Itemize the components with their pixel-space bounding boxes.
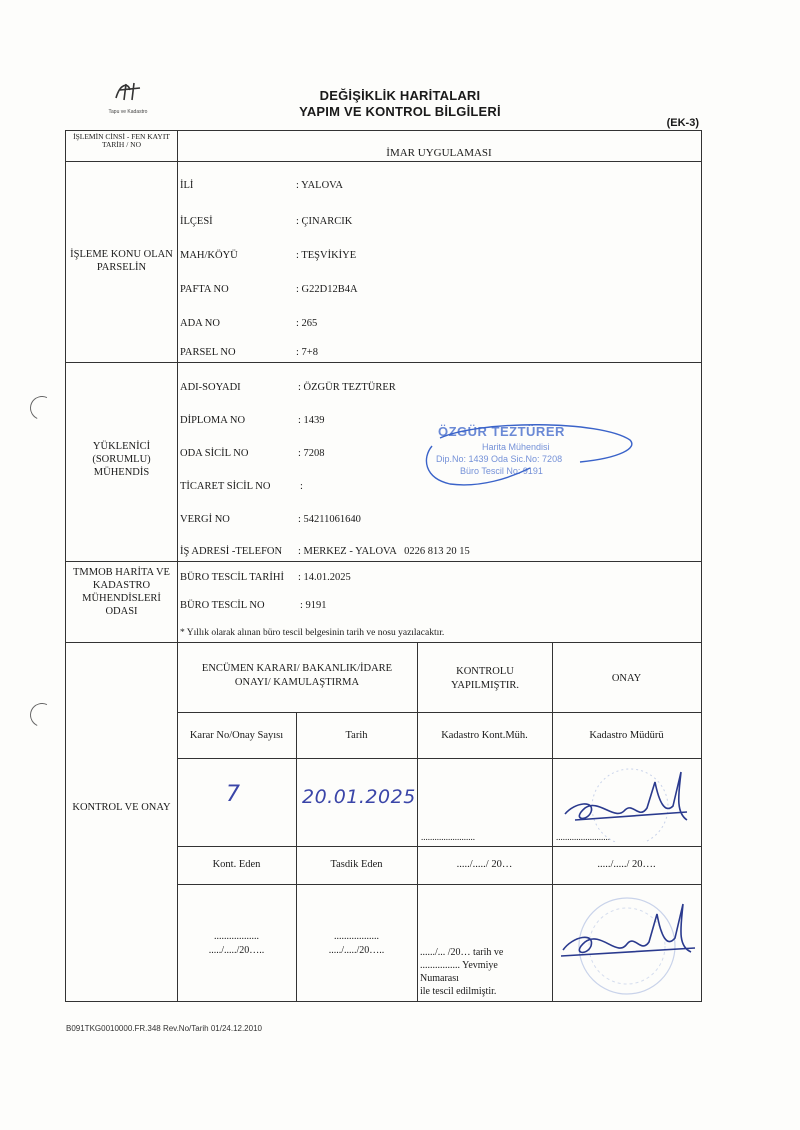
islem-cinsi-value: İMAR UYGULAMASI [386, 147, 492, 159]
stamp-line2: Büro Tescil No: 9191 [460, 466, 543, 476]
tasdik-eden-sign-line: .................. [334, 931, 379, 942]
control-section-label: KONTROL VE ONAY [72, 802, 171, 813]
field-vergi-value: : 54211061640 [298, 514, 361, 525]
field-buro-no-value: : 9191 [300, 600, 327, 611]
engineer-section-label: YÜKLENİCİ (SORUMLU) MÜHENDİS [92, 441, 151, 478]
kont-date-placeholder: ...../...../ 20… [456, 859, 513, 870]
stamp-name: ÖZGÜR TEZTÜRER [438, 424, 565, 439]
field-is-adresi-label: İŞ ADRESİ -TELEFON [180, 546, 283, 557]
tmmob-note: * Yıllık olarak alınan büro tescil belgesinin tarih ve nosu yazılacaktır. [180, 628, 445, 638]
tasdik-eden-date: ...../...../20….. [328, 945, 385, 956]
karar-no-header: Karar No/Onay Sayısı [189, 730, 284, 741]
field-il-value: : YALOVA [296, 180, 343, 191]
onay-header: ONAY [611, 673, 642, 684]
field-il-label: İLİ [180, 180, 194, 191]
tescil-line1: ....../... /20… tarih ve [420, 947, 504, 958]
tescil-line3: Numarası [420, 973, 459, 984]
field-adi-soyadi-value: : ÖZGÜR TEZTÜRER [298, 382, 396, 393]
field-adi-soyadi-label: ADI-SOYADI [180, 382, 241, 393]
tmmob-section-label: TMMOB HARİTA VE KADASTRO MÜHENDİSLERİ ODASI [73, 567, 170, 617]
field-mahalle-value: : TEŞVİKİYE [296, 250, 357, 261]
logo-text: Tapu ve Kadastro [108, 109, 148, 115]
tescil-line2: ................ Yevmiye [420, 960, 498, 971]
field-mahalle-label: MAH/KÖYÜ [180, 250, 238, 261]
field-pafta-label: PAFTA NO [180, 284, 229, 295]
field-ada-value: : 265 [296, 318, 318, 329]
tasdik-eden-label: Tasdik Eden [330, 859, 383, 870]
field-diploma-label: DİPLOMA NO [180, 415, 246, 426]
kont-eden-label: Kont. Eden [212, 859, 261, 870]
kont-eden-sign-line: .................. [214, 931, 259, 942]
parcel-section-label: İŞLEME KONU OLAN PARSELİN [70, 249, 173, 273]
signature-icon [555, 762, 695, 842]
engineer-stamp [420, 418, 640, 490]
punch-hole-bottom [27, 700, 58, 731]
field-oda-sicil-value: : 7208 [298, 448, 325, 459]
field-pafta-value: : G22D12B4A [296, 284, 358, 295]
karar-no-value: 7 [226, 782, 240, 807]
kontrolu-header: KONTROLU YAPILMIŞTIR. [451, 666, 519, 691]
islem-cinsi-label: İŞLEMİN CİNSİ - FEN KAYIT TARİH / NO [73, 132, 170, 149]
field-buro-tarihi-label: BÜRO TESCİL TARİHİ [180, 572, 284, 583]
field-buro-tarihi-value: : 14.01.2025 [298, 572, 351, 583]
ek-label: (EK-3) [666, 117, 699, 129]
field-ilce-label: İLÇESİ [180, 216, 213, 227]
mudur-signature-line: ........................ [556, 832, 610, 842]
field-ada-label: ADA NO [180, 318, 220, 329]
form-title-line2: YAPIM VE KONTROL BİLGİLERİ [299, 104, 501, 119]
field-parsel-value: : 7+8 [296, 347, 318, 358]
kadastro-kont-muh-header: Kadastro Kont.Müh. [441, 730, 528, 741]
punch-hole-top [27, 393, 58, 424]
seal-signature-icon [555, 892, 700, 998]
form-footer-code: B091TKG0010000.FR.348 Rev.No/Tarih 01/24.12.2010 [66, 1024, 262, 1033]
kont-eden-date: ...../...../20….. [208, 945, 265, 956]
stamp-title: Harita Mühendisi [482, 442, 550, 452]
field-ilce-value: : ÇINARCIK [296, 216, 353, 227]
field-buro-no-label: BÜRO TESCİL NO [180, 600, 265, 611]
tarih-header: Tarih [345, 730, 368, 741]
stamp-line: Dip.No: 1439 Oda Sic.No: 7208 [436, 454, 563, 464]
field-parsel-label: PARSEL NO [180, 347, 236, 358]
field-diploma-value: : 1439 [298, 415, 325, 426]
onay-date-placeholder: ...../...../ 20…. [597, 859, 656, 870]
kadastro-muduru-header: Kadastro Müdürü [589, 730, 664, 741]
form-title-line1: DEĞİŞİKLİK HARİTALARI [319, 88, 481, 103]
kont-muh-signature-line: ........................ [421, 832, 475, 842]
field-oda-sicil-label: ODA SİCİL NO [180, 448, 249, 459]
tescil-line4: ile tescil edilmiştir. [420, 986, 497, 997]
field-ticaret-sicil-label: TİCARET SİCİL NO [180, 481, 271, 492]
field-vergi-label: VERGİ NO [180, 514, 230, 525]
field-ticaret-sicil-value: : [300, 481, 303, 492]
tarih-value: 20.01.2025 [302, 786, 416, 808]
encumen-header: ENCÜMEN KARARI/ BAKANLIK/İDARE ONAYI/ KAMULAŞTIRMA [201, 663, 393, 688]
field-is-adresi-value: : MERKEZ - YALOVA 0226 813 20 15 [298, 546, 470, 557]
tescil-text [420, 946, 503, 998]
